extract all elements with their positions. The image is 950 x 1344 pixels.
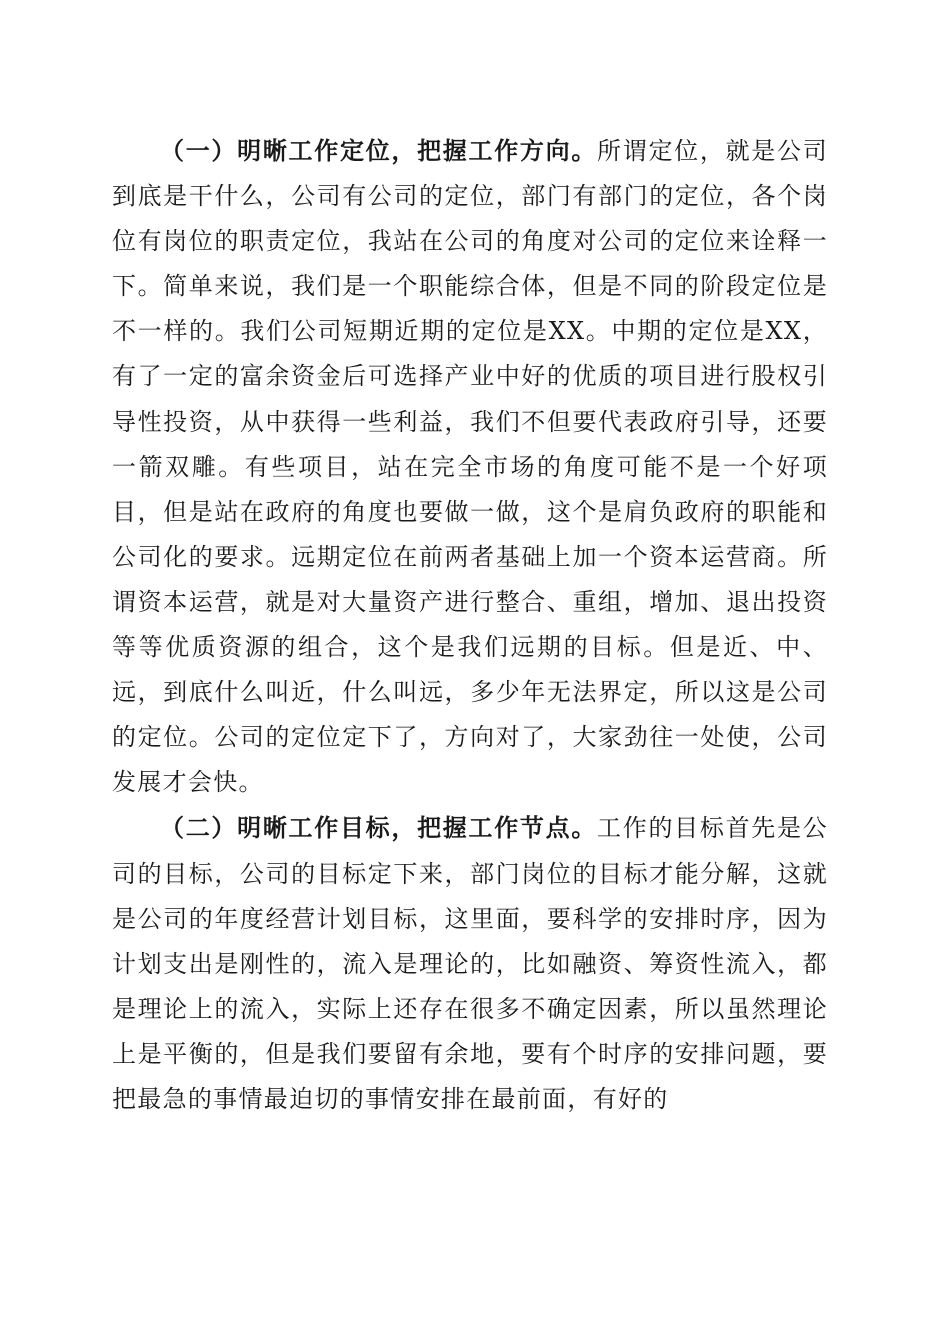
paragraph-text-positioning: 所谓定位，就是公司到底是干什么，公司有公司的定位，部门有部门的定位，各个岗位有岗位的职责定位，我站在公司的角度对公司的定位来诠释一下。简单来说，我们是一个职能综合体，但是不同的阶段定位是不一样的。我们公司短期近期的定位是XX。中期的定位是XX，有了一定的富余资金后可选择产业中好的优质的项目进行股权引导性投资，从中获得一些利益，我们不但要代表政府引导，还要一箭双雕。有些项目，站在完全市场的角度可能不是一个好项目，但是站在政府的角度也要做一做，这个是肩负政府的职能和公司化的要求。远期定位在前两者基础上加一个资本运营商。所谓资本运营，就是对大量资产进行整合、重组，增加、退出投资等等优质资源的组合，这个是我们远期的目标。但是近、中、远，到底什么叫近，什么叫远，多少年无法界定，所以这是公司的定位。公司的定位定下了，方向对了，大家劲往一处使，公司发展才会快。: [112, 137, 828, 797]
paragraph-positioning: [112, 128, 828, 805]
section-heading-goals: （二）明晰工作目标，把握工作节点。: [160, 813, 598, 843]
section-heading-positioning: （一）明晰工作定位，把握工作方向。: [160, 136, 598, 165]
paragraph-text-goals: 工作的目标首先是公司的目标，公司的目标定下来，部门岗位的目标才能分解，这就是公司的年度经营计划目标，这里面，要科学的安排时序，因为计划支出是刚性的，流入是理论的，比如融资、筹资性流入，都是理论上的流入，实际上还存在很多不确定因素，所以虽然理论上是平衡的，但是我们要留有余地，要有个时序的安排问题，要把最急的事情最迫切的事情安排在最前面，有好的: [112, 814, 828, 1113]
document-body: [112, 128, 828, 1122]
paragraph-goals: [112, 805, 828, 1122]
